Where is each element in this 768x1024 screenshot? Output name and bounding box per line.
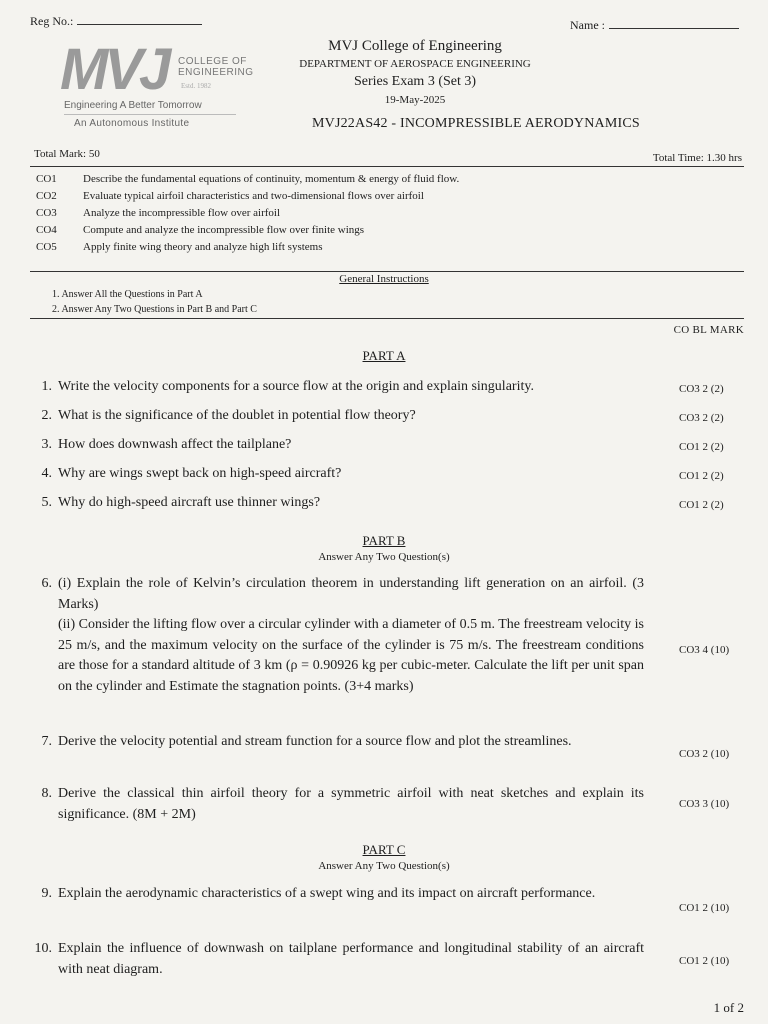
course-outcome: CO1 Describe the fundamental equations of continuity, momentum & energy of fluid flow. xyxy=(36,173,460,185)
divider xyxy=(30,318,744,319)
exam-date: 19-May-2025 xyxy=(384,94,446,106)
question: 5. Why do high-speed aircraft use thinner wings? xyxy=(41,495,321,510)
instruction-item: 2. Answer Any Two Questions in Part B and Part C xyxy=(52,304,257,315)
page-number: 1 of 2 xyxy=(713,1000,744,1015)
logo-college-text: COLLEGE OF ENGINEERING xyxy=(178,56,254,78)
logo-mark: MVJ xyxy=(60,37,168,102)
question: 8. Derive the classical thin airfoil theory for a symmetric airfoil with neat sketches and explain its significance. (8M + 2M) xyxy=(41,786,644,822)
question-mark: CO3 2 (10) xyxy=(679,748,730,760)
reg-no-label: Reg No.: xyxy=(30,14,74,28)
course-outcome: CO3 Analyze the incompressible flow over airfoil xyxy=(36,207,281,219)
logo-est: Estd. 1982 xyxy=(181,82,211,90)
question: 6. (i) Explain the role of Kelvin’s circulation theorem in understanding lift generation on an airfoil. (3 Marks) (ii) Consider the lifting flow over a circular cylinder with a diameter of 0.5 m. The freestream velocity is 25 m/s, and the maximum velocity on the surface of the cylinder is 75 m/s. The freestream conditions are those for a standard altitude of 3 km (ρ = 0.90926 kg per cubic-meter. Calculate the lift per unit span on the cylinder and Estimate the stagnation points. (3+4 marks) xyxy=(41,576,644,694)
question-mark: CO3 2 (2) xyxy=(679,412,724,424)
reg-no-line xyxy=(77,14,202,25)
course-outcome: CO5 Apply finite wing theory and analyze high lift systems xyxy=(36,241,323,253)
question: 2. What is the significance of the doublet in potential flow theory? xyxy=(41,408,416,423)
question: 1. Write the velocity components for a source flow at the origin and explain singularity. xyxy=(41,379,534,394)
question-mark: CO3 4 (10) xyxy=(679,644,730,656)
instructions-title: General Instructions xyxy=(339,273,429,285)
question-mark: CO3 3 (10) xyxy=(679,798,730,810)
instruction-item: 1. Answer All the Questions in Part A xyxy=(52,289,203,300)
course-title: MVJ22AS42 - INCOMPRESSIBLE AERODYNAMICS xyxy=(312,116,640,131)
column-header: CO BL MARK xyxy=(673,324,744,336)
part-c-title: PART C xyxy=(362,842,406,857)
question: 7. Derive the velocity potential and stream function for a source flow and plot the streamlines. xyxy=(41,734,572,749)
question-mark: CO1 2 (10) xyxy=(679,902,730,914)
part-c-subtitle: Answer Any Two Question(s) xyxy=(318,860,450,872)
logo-autonomous: An Autonomous Institute xyxy=(74,118,190,129)
college-name: MVJ College of Engineering xyxy=(328,38,502,54)
question-mark: CO1 2 (2) xyxy=(679,470,724,482)
question: 4. Why are wings swept back on high-speed aircraft? xyxy=(41,466,342,481)
divider xyxy=(30,166,744,167)
name-field xyxy=(570,18,739,33)
course-outcome: CO2 Evaluate typical airfoil characteristics and two-dimensional flows over airfoil xyxy=(36,190,424,202)
reg-no-field xyxy=(30,14,202,29)
name-line xyxy=(609,18,739,29)
question: 10. Explain the influence of downwash on tailplane performance and longitudinal stability of an aircraft with neat diagram. xyxy=(34,941,644,977)
part-b-subtitle: Answer Any Two Question(s) xyxy=(318,551,450,563)
part-b-title: PART B xyxy=(362,533,406,548)
logo-divider xyxy=(64,114,236,115)
question-mark: CO1 2 (10) xyxy=(679,955,730,967)
question: 3. How does downwash affect the tailplane? xyxy=(41,437,292,452)
exam-title: Series Exam 3 (Set 3) xyxy=(353,74,477,89)
question: 9. Explain the aerodynamic characteristics of a swept wing and its impact on aircraft performance. xyxy=(41,886,596,901)
part-a-title: PART A xyxy=(362,348,406,363)
total-mark: Total Mark: 50 xyxy=(34,148,100,160)
question-mark: CO1 2 (2) xyxy=(679,499,724,511)
total-time: Total Time: 1.30 hrs xyxy=(652,152,742,164)
logo-tagline: Engineering A Better Tomorrow xyxy=(64,100,202,111)
name-label: Name : xyxy=(570,18,605,32)
question-mark: CO1 2 (2) xyxy=(679,441,724,453)
department: DEPARTMENT OF AEROSPACE ENGINEERING xyxy=(299,58,531,70)
college-logo xyxy=(58,36,254,136)
question-mark: CO3 2 (2) xyxy=(679,383,724,395)
divider xyxy=(30,271,744,272)
course-outcome: CO4 Compute and analyze the incompressible flow over finite wings xyxy=(36,224,365,236)
